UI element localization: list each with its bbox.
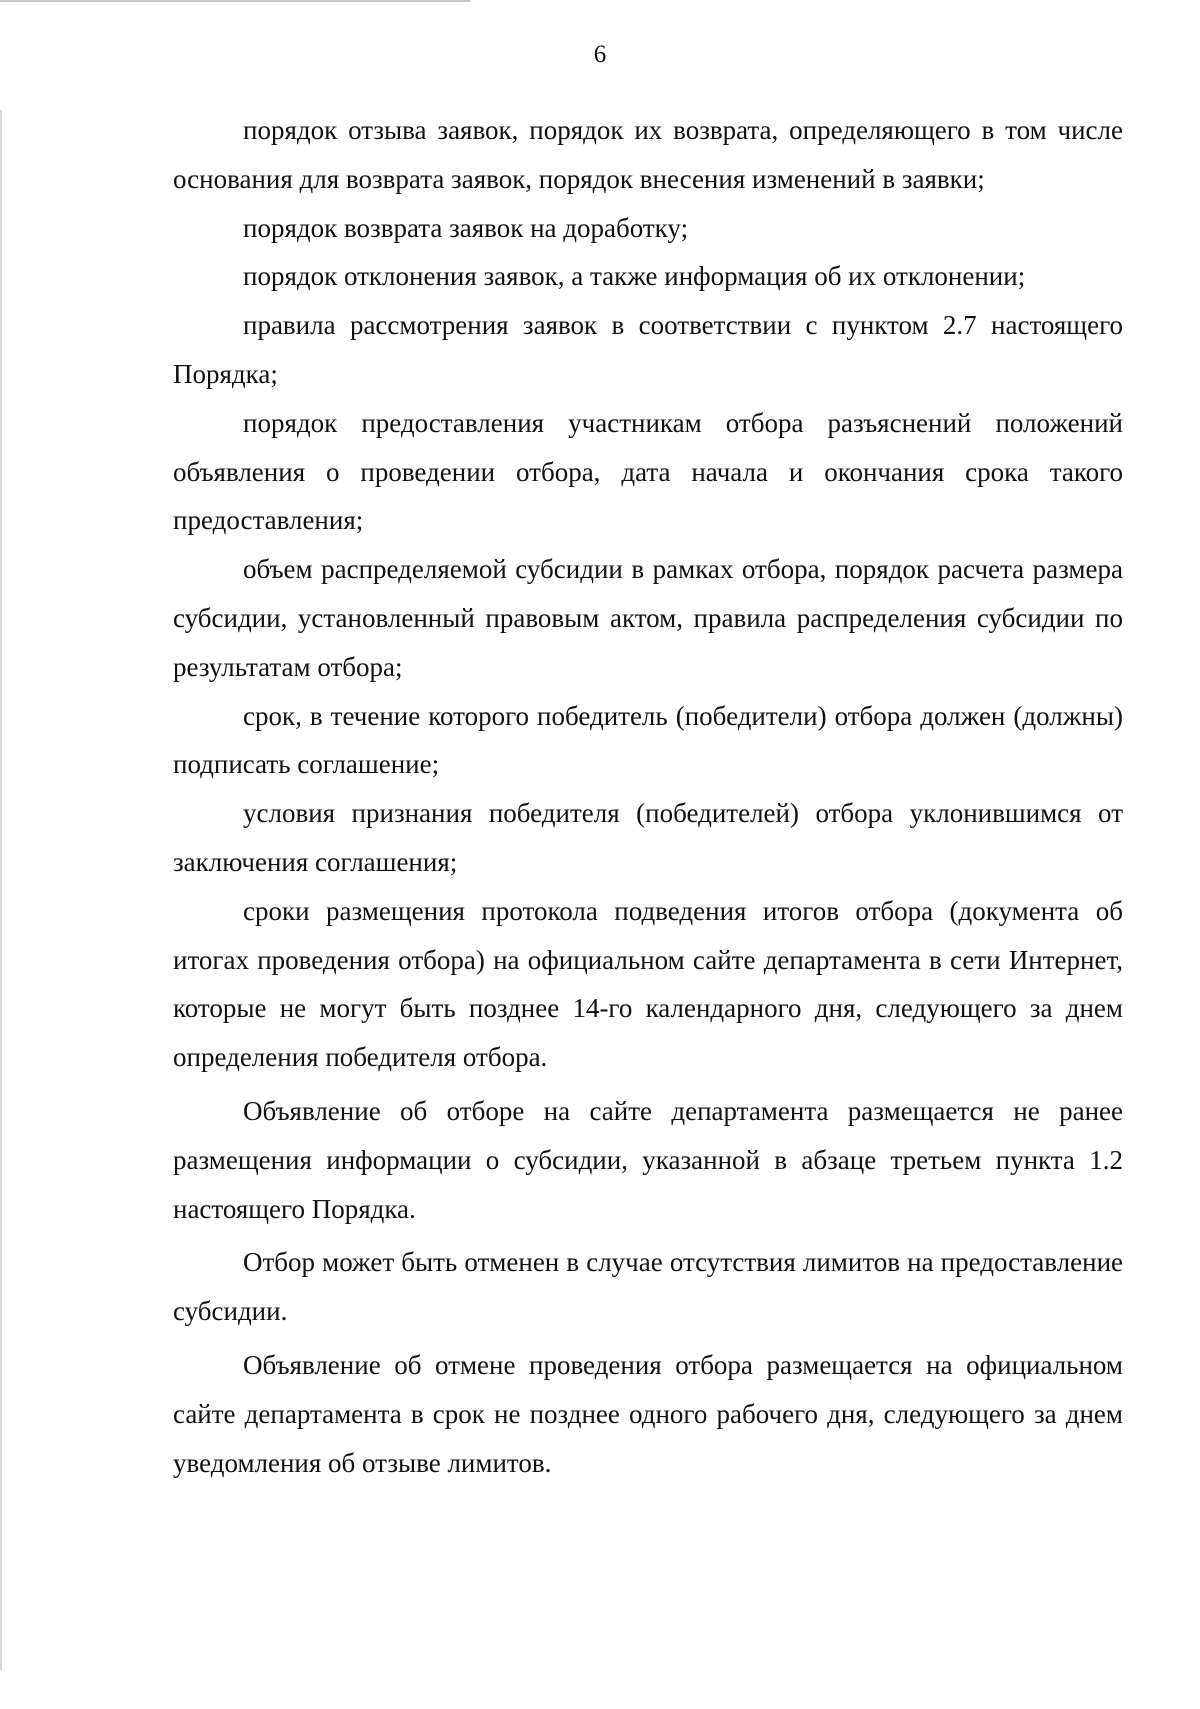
- document-body: [173, 106, 1123, 1487]
- paragraph-subsidy-volume: объем распределяемой субсидии в рамках отбора, порядок расчета размера субсидии, установленный правовым актом, правила распределения субсидии по результатам отбора;: [173, 554, 1123, 682]
- paragraph-signing-deadline: срок, в течение которого победитель (победители) отбора должен (должны) подписать соглашение;: [173, 700, 1123, 780]
- page-number: 6: [593, 41, 607, 68]
- paragraph-protocol-deadlines: сроки размещения протокола подведения итогов отбора (документа об итогах проведения отбора) на официальном сайте департамента в сети Интернет, которые не могут быть позднее 14-го календарного дня, следующего за днем определения победителя отбора.: [173, 895, 1123, 1073]
- scan-artifact-top: [0, 0, 470, 2]
- paragraph-clarifications: порядок предоставления участникам отбора разъяснений положений объявления о проведении отбора, дата начала и окончания срока такого предоставления;: [173, 407, 1123, 536]
- paragraph-withdrawal-order: порядок отзыва заявок, порядок их возврата, определяющего в том числе основания для возврата заявок, порядок внесения изменений в заявки;: [173, 115, 1123, 194]
- paragraph-review-rules: правила рассмотрения заявок в соответствии с пунктом 2.7 настоящего Порядка;: [173, 310, 1123, 389]
- paragraph-selection-cancellation: Отбор может быть отменен в случае отсутствия лимитов на предоставление субсидии.: [173, 1247, 1123, 1327]
- scan-artifact-left-edge: [0, 110, 2, 1670]
- paragraph-rejection-order: порядок отклонения заявок, а также информация об их отклонении;: [243, 261, 1026, 292]
- paragraph-cancellation-announcement: Объявление об отмене проведения отбора размещается на официальном сайте департамента в срок не позднее одного рабочего дня, следующего за днем уведомления об отзыве лимитов.: [173, 1349, 1123, 1478]
- paragraph-return-for-revision: порядок возврата заявок на доработку;: [243, 212, 689, 243]
- paragraph-announcement-placement: Объявление об отборе на сайте департамента размещается не ранее размещения информации о субсидии, указанной в абзаце третьем пункта 1.2 настоящего Порядка.: [173, 1095, 1123, 1224]
- paragraph-evasion-conditions: условия признания победителя (победителей) отбора уклонившимся от заключения соглашения;: [173, 798, 1123, 877]
